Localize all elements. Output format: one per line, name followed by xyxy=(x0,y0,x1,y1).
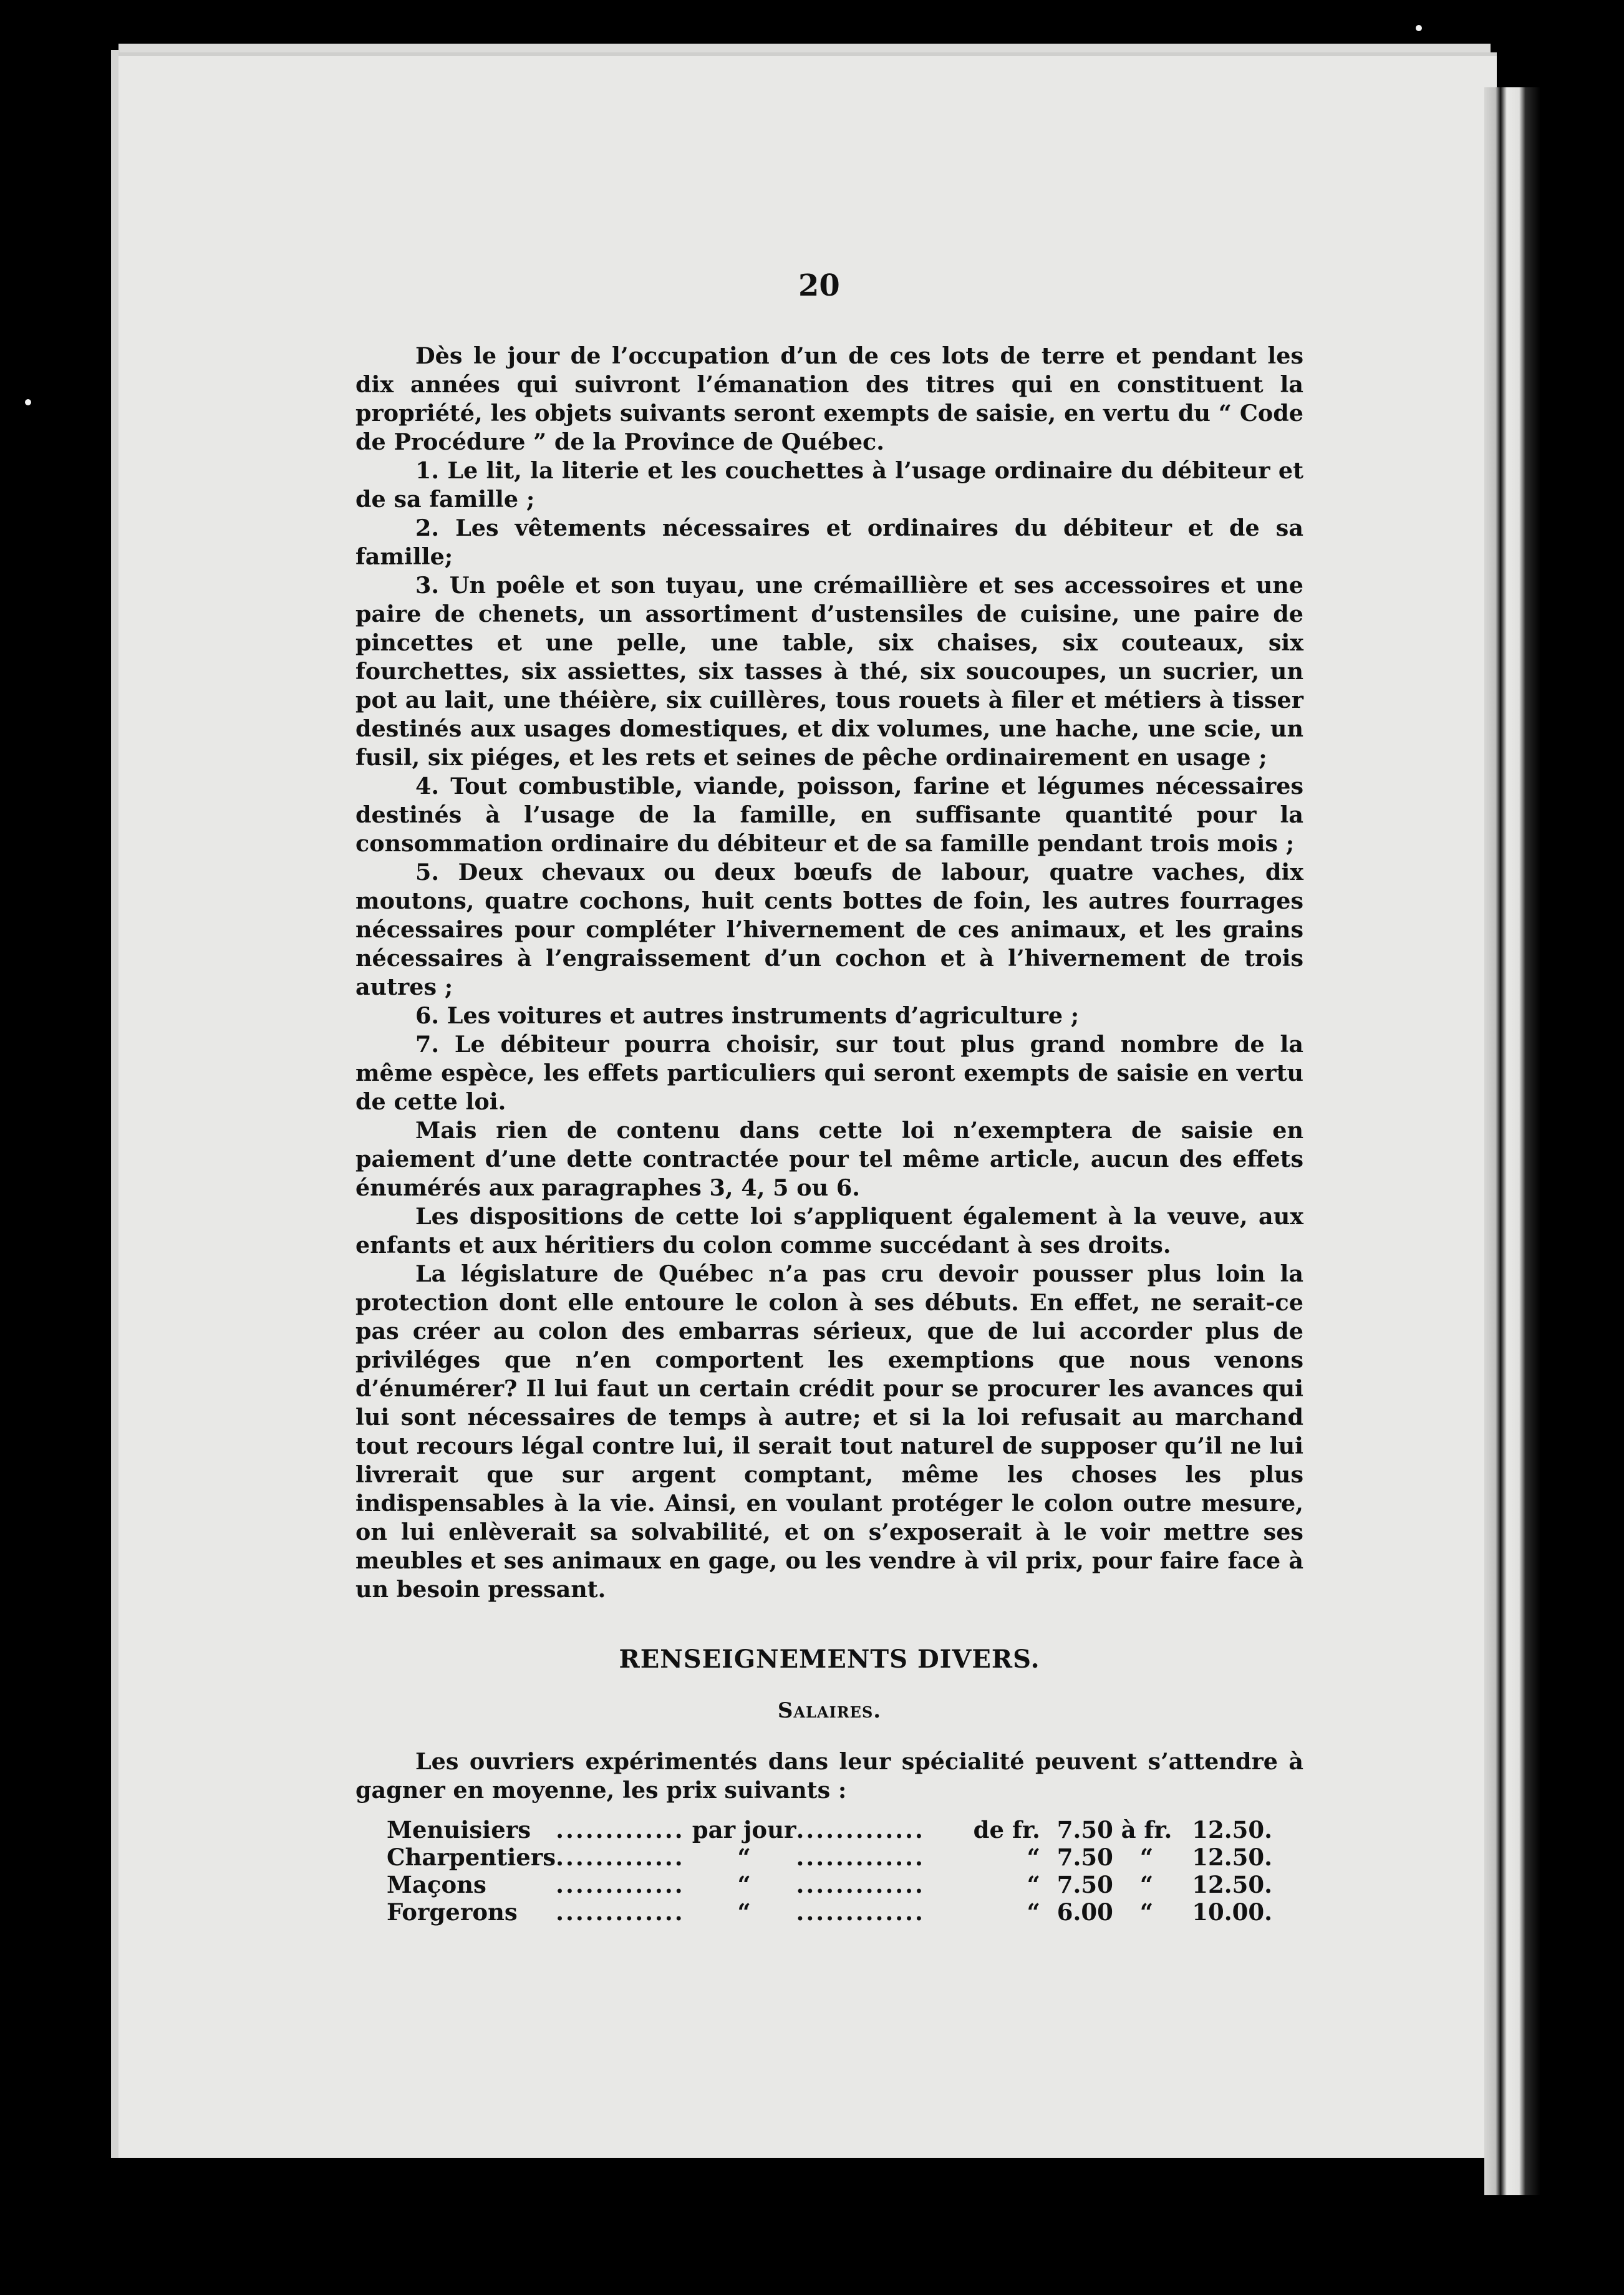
wage-to: 12.50. xyxy=(1192,1816,1272,1843)
binding-edge xyxy=(1484,87,1540,2195)
leader-dots: ............. xyxy=(556,1843,685,1871)
wage-from: 7.50 xyxy=(1056,1871,1113,1898)
wages-intro: Les ouvriers expérimentés dans leur spécialité peuvent s’attendre à gagner en moyenne, les prix suivants : xyxy=(355,1748,1303,1804)
wage-unit: “ xyxy=(737,1898,751,1926)
wage-row xyxy=(387,1871,1272,1898)
scan-speck xyxy=(1416,25,1422,31)
wage-to: 12.50. xyxy=(1192,1843,1272,1871)
wage-from: 7.50 xyxy=(1056,1816,1113,1843)
wage-to-label: “ xyxy=(1139,1871,1154,1898)
exemption-item-7: 7. Le débiteur pourra choisir, sur tout plus grand nombre de la même espèce, les effets particuliers qui seront exempts de saisie en vertu de cette loi. xyxy=(355,1031,1303,1115)
exemption-item-5: 5. Deux chevaux ou deux bœufs de labour, quatre vaches, dix moutons, quatre cochons, huit cents bottes de foin, les autres fourrages nécessaires pour compléter l’hivernement de ces animaux, et les grains nécessaires à l’engraissement d’un cochon et à l’hivernement de trois autres ; xyxy=(355,859,1303,1000)
wage-unit: “ xyxy=(737,1871,751,1898)
wage-row xyxy=(387,1816,1272,1843)
wage-trade: Maçons xyxy=(387,1871,486,1898)
intro-paragraph: Dès le jour de l’occupation d’un de ces lots de terre et pendant les dix années qui suivront l’émanation des titres qui en constituent la propriété, les objets suivants seront exempts de saisie, en vertu du “ Code de Procédure ” de la Province de Québec. xyxy=(355,342,1303,455)
wage-from: 7.50 xyxy=(1056,1843,1113,1871)
wage-to-label: “ xyxy=(1139,1843,1154,1871)
exemption-item-3: 3. Un poêle et son tuyau, une crémaillière et ses accessoires et une paire de chenets, un assortiment d’ustensiles de cuisine, une paire de pincettes et une pelle, une table, six chaises, six couteaux, six fourchettes, six assiettes, six tasses à thé, six soucoupes, un sucrier, un pot au lait, une théière, six cuillères, tous rouets à filer et métiers à tisser destinés aux usages domestiques, et dix volumes, une hache, une scie, un fusil, six piéges, et les rets et seines de pêche ordinairement en usage ; xyxy=(355,572,1303,771)
dispositions-paragraph: Les dispositions de cette loi s’appliquent également à la veuve, aux enfants et aux héritiers du colon comme succédant à ses droits. xyxy=(355,1203,1303,1259)
wage-unit: “ xyxy=(737,1843,751,1871)
leader-dots: ............. xyxy=(796,1898,925,1926)
wage-to: 12.50. xyxy=(1192,1871,1272,1898)
wage-row xyxy=(387,1843,1272,1871)
exemption-item-6: 6. Les voitures et autres instruments d’agriculture ; xyxy=(415,1002,1080,1029)
mais-paragraph: Mais rien de contenu dans cette loi n’exemptera de saisie en paiement d’une dette contractée pour tel même article, aucun des effets énumérés aux paragraphes 3, 4, 5 ou 6. xyxy=(355,1117,1303,1201)
wage-unit: par jour xyxy=(692,1816,796,1843)
section-heading: RENSEIGNEMENTS DIVERS. xyxy=(619,1645,1040,1674)
page-number: 20 xyxy=(798,268,840,303)
wage-trade: Forgerons xyxy=(387,1898,518,1926)
page-body xyxy=(355,342,1303,1926)
leader-dots: ............. xyxy=(556,1898,685,1926)
wage-from-label: “ xyxy=(1027,1843,1040,1871)
wage-trade: Charpentiers xyxy=(387,1843,556,1871)
wages-table xyxy=(387,1816,1272,1926)
exemption-item-1: 1. Le lit, la literie et les couchettes à l’usage ordinaire du débiteur et de sa famille ; xyxy=(355,457,1303,513)
leader-dots: ............. xyxy=(556,1816,685,1843)
exemption-item-2: 2. Les vêtements nécessaires et ordinaires du débiteur et de sa famille; xyxy=(355,515,1303,570)
subsection-heading-text: Salaires. xyxy=(777,1698,882,1723)
wage-row xyxy=(387,1898,1272,1926)
wage-trade: Menuisiers xyxy=(387,1816,531,1843)
leader-dots: ............. xyxy=(796,1843,925,1871)
wage-from-label: de fr. xyxy=(973,1816,1040,1843)
subsection-heading xyxy=(355,1696,1303,1725)
leader-dots: ............. xyxy=(556,1871,685,1898)
leader-dots: ............. xyxy=(796,1816,925,1843)
wage-from-label: “ xyxy=(1027,1898,1040,1926)
wage-from: 6.00 xyxy=(1056,1898,1113,1926)
wage-to-label: à fr. xyxy=(1121,1816,1172,1843)
scan-speck xyxy=(25,399,31,405)
exemption-item-4: 4. Tout combustible, viande, poisson, farine et légumes nécessaires destinés à l’usage de la famille, en suffisante quantité pour la consommation ordinaire du débiteur et de sa famille pendant trois mois ; xyxy=(355,773,1303,857)
page-top-edge xyxy=(118,44,1491,52)
wage-to-label: “ xyxy=(1139,1898,1154,1926)
wage-from-label: “ xyxy=(1027,1871,1040,1898)
leader-dots: ............. xyxy=(796,1871,925,1898)
wage-to: 10.00. xyxy=(1192,1898,1272,1926)
legislature-paragraph: La législature de Québec n’a pas cru devoir pousser plus loin la protection dont elle entoure le colon à ses débuts. En effet, ne serait-ce pas créer au colon des embarras sérieux, que de lui accorder plus de priviléges que n’en comportent les exemptions que nous venons d’énumérer? Il lui faut un certain crédit pour se procurer les avances qui lui sont nécessaires de temps à autre; et si la loi refusait au marchand tout recours légal contre lui, il serait tout naturel de supposer qu’il ne lui livrerait que sur argent comptant, même les choses les plus indispensables à la vie. Ainsi, en voulant protéger le colon outre mesure, on lui enlèverait sa solvabilité, et on s’exposerait à le voir mettre ses meubles et ses animaux en gage, ou les vendre à vil prix, pour faire face à un besoin pressant. xyxy=(355,1260,1303,1603)
